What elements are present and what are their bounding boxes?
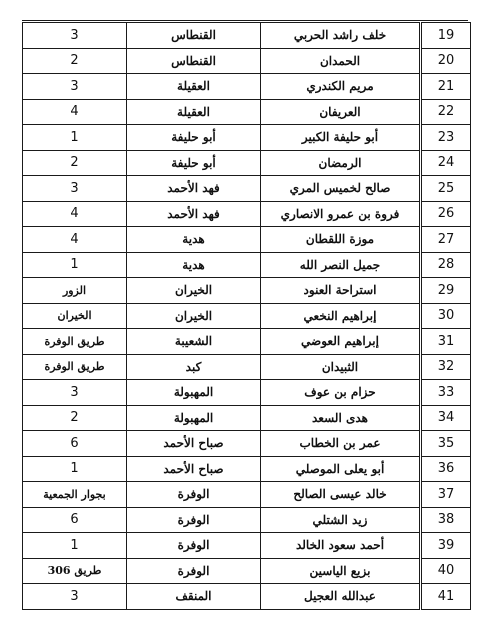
- row-number-cell: 19: [421, 23, 471, 49]
- table-row: [23, 227, 471, 253]
- area-cell: القنطاس: [127, 23, 261, 49]
- row-number-cell: 36: [421, 456, 471, 482]
- name-cell: خلف راشد الحربي: [261, 23, 421, 49]
- row-number-cell: 21: [421, 74, 471, 100]
- name-cell: صالح لخميس المري: [261, 176, 421, 202]
- name-cell: الحمدان: [261, 48, 421, 74]
- extra-cell: 1: [23, 533, 127, 559]
- name-cell: استراحة العنود: [261, 278, 421, 304]
- table-top-border: [22, 20, 468, 21]
- table-row: [23, 482, 471, 508]
- extra-cell: 6: [23, 507, 127, 533]
- table-row: [23, 23, 471, 49]
- table-row: [23, 99, 471, 125]
- area-cell: صباح الأحمد: [127, 431, 261, 457]
- area-cell: المهبولة: [127, 380, 261, 406]
- name-cell: جميل النصر الله: [261, 252, 421, 278]
- area-cell: الوفرة: [127, 558, 261, 584]
- name-cell: هدى السعد: [261, 405, 421, 431]
- extra-cell: طريق الوفرة: [23, 329, 127, 355]
- area-cell: العقيلة: [127, 99, 261, 125]
- area-cell: صباح الأحمد: [127, 456, 261, 482]
- area-cell: كبد: [127, 354, 261, 380]
- row-number-cell: 41: [421, 584, 471, 610]
- row-number-cell: 37: [421, 482, 471, 508]
- row-number-cell: 29: [421, 278, 471, 304]
- row-number-cell: 23: [421, 125, 471, 151]
- area-cell: الوفرة: [127, 533, 261, 559]
- extra-cell: 2: [23, 150, 127, 176]
- area-cell: الخيران: [127, 303, 261, 329]
- schools-table: [22, 22, 471, 610]
- table-row: [23, 74, 471, 100]
- name-cell: زيد الشتلي: [261, 507, 421, 533]
- name-cell: الثبيدان: [261, 354, 421, 380]
- row-number-cell: 22: [421, 99, 471, 125]
- row-number-cell: 20: [421, 48, 471, 74]
- name-cell: العريفان: [261, 99, 421, 125]
- area-cell: الوفرة: [127, 507, 261, 533]
- table-row: [23, 176, 471, 202]
- name-cell: موزة اللقطان: [261, 227, 421, 253]
- area-cell: العقيلة: [127, 74, 261, 100]
- table-row: [23, 201, 471, 227]
- name-cell: عمر بن الخطاب: [261, 431, 421, 457]
- table-row: [23, 584, 471, 610]
- name-cell: حزام بن عوف: [261, 380, 421, 406]
- area-cell: أبو حليفة: [127, 150, 261, 176]
- row-number-cell: 30: [421, 303, 471, 329]
- extra-cell: 4: [23, 99, 127, 125]
- table-row: [23, 278, 471, 304]
- area-cell: الخيران: [127, 278, 261, 304]
- row-number-cell: 24: [421, 150, 471, 176]
- table-row: [23, 456, 471, 482]
- extra-cell: 3: [23, 23, 127, 49]
- row-number-cell: 26: [421, 201, 471, 227]
- extra-cell: 3: [23, 380, 127, 406]
- table-row: [23, 329, 471, 355]
- table-row: [23, 48, 471, 74]
- row-number-cell: 31: [421, 329, 471, 355]
- table-row: [23, 558, 471, 584]
- row-number-cell: 28: [421, 252, 471, 278]
- name-cell: إبراهيم العوضي: [261, 329, 421, 355]
- extra-cell: 3: [23, 176, 127, 202]
- row-number-cell: 40: [421, 558, 471, 584]
- document-sheet: [22, 22, 468, 610]
- extra-cell: 6: [23, 431, 127, 457]
- name-cell: إبراهيم النخعي: [261, 303, 421, 329]
- name-cell: عبدالله العجيل: [261, 584, 421, 610]
- area-cell: أبو حليفة: [127, 125, 261, 151]
- area-cell: الشعيبة: [127, 329, 261, 355]
- table-row: [23, 125, 471, 151]
- extra-cell: الخيران: [23, 303, 127, 329]
- row-number-cell: 27: [421, 227, 471, 253]
- row-number-cell: 38: [421, 507, 471, 533]
- row-number-cell: 34: [421, 405, 471, 431]
- extra-cell: طريق 306: [23, 558, 127, 584]
- name-cell: أحمد سعود الخالد: [261, 533, 421, 559]
- table-row: [23, 150, 471, 176]
- name-cell: خالد عيسى الصالح: [261, 482, 421, 508]
- table-row: [23, 405, 471, 431]
- extra-cell: 1: [23, 252, 127, 278]
- area-cell: الوفرة: [127, 482, 261, 508]
- table-row: [23, 252, 471, 278]
- row-number-cell: 39: [421, 533, 471, 559]
- name-cell: أبو يعلى الموصلي: [261, 456, 421, 482]
- extra-cell: 3: [23, 74, 127, 100]
- extra-cell: 1: [23, 125, 127, 151]
- name-cell: بزيع الياسين: [261, 558, 421, 584]
- row-number-cell: 32: [421, 354, 471, 380]
- extra-cell: 3: [23, 584, 127, 610]
- row-number-cell: 33: [421, 380, 471, 406]
- table-row: [23, 303, 471, 329]
- area-cell: المهبولة: [127, 405, 261, 431]
- area-cell: المنقف: [127, 584, 261, 610]
- area-cell: القنطاس: [127, 48, 261, 74]
- table-body: [23, 23, 471, 610]
- extra-cell: 1: [23, 456, 127, 482]
- extra-cell: بجوار الجمعية: [23, 482, 127, 508]
- row-number-cell: 35: [421, 431, 471, 457]
- name-cell: أبو حليفة الكبير: [261, 125, 421, 151]
- name-cell: مريم الكندري: [261, 74, 421, 100]
- extra-cell: طريق الوفرة: [23, 354, 127, 380]
- extra-cell: 4: [23, 227, 127, 253]
- extra-cell: 2: [23, 48, 127, 74]
- table-row: [23, 507, 471, 533]
- row-number-cell: 25: [421, 176, 471, 202]
- table-row: [23, 533, 471, 559]
- table-row: [23, 380, 471, 406]
- table-row: [23, 354, 471, 380]
- area-cell: هدية: [127, 227, 261, 253]
- extra-cell: 2: [23, 405, 127, 431]
- area-cell: فهد الأحمد: [127, 201, 261, 227]
- name-cell: فروة بن عمرو الانصاري: [261, 201, 421, 227]
- table-row: [23, 431, 471, 457]
- area-cell: فهد الأحمد: [127, 176, 261, 202]
- extra-cell: الزور: [23, 278, 127, 304]
- extra-cell: 4: [23, 201, 127, 227]
- area-cell: هدية: [127, 252, 261, 278]
- name-cell: الرمضان: [261, 150, 421, 176]
